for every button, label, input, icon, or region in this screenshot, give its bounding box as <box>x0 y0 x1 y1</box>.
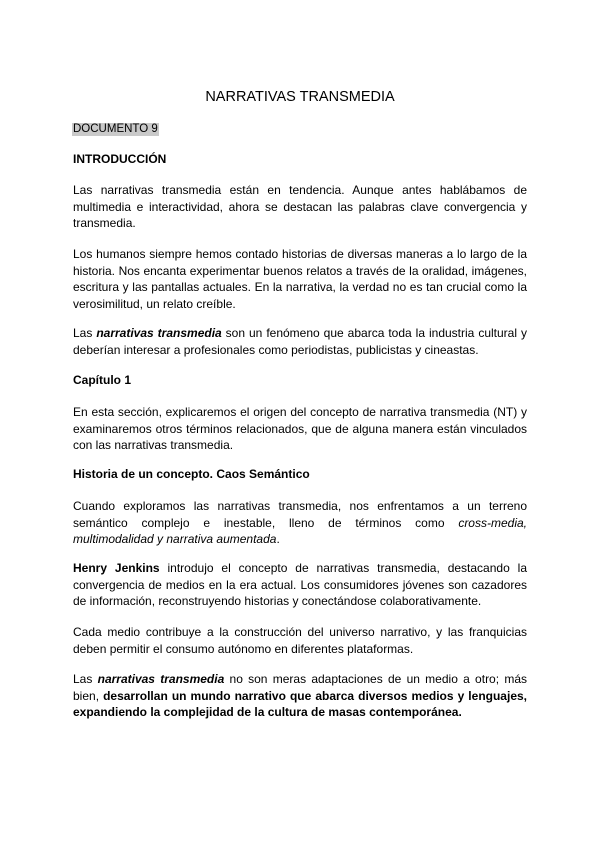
p3-pre: Las <box>73 326 97 340</box>
p6-post: introdujo el concepto de narrativas transmedia, destacando la convergencia de medios en la era actual. Los consumidores jóvenes son cazadores de información, reconstruyendo historias y conectándose colaborativamente. <box>73 561 527 608</box>
p3-emphasis: narrativas transmedia <box>96 326 222 340</box>
paragraph-intro-3 <box>73 325 527 358</box>
p8-mid: no son meras adaptaciones de un medio a otro; más bien, <box>73 672 527 703</box>
paragraph-chapter-1: En esta sección, explicaremos el origen del concepto de narrativa transmedia (NT) y examinaremos otros términos relacionados, que de alguna manera están vinculados con las narrativas transmedia. <box>73 405 527 452</box>
document-number-label: DOCUMENTO 9 <box>73 123 158 135</box>
introduction-heading: INTRODUCCIÓN <box>73 152 167 166</box>
p5-pre: Cuando exploramos las narrativas transmedia, nos enfrentamos a un terreno semántico complejo e inestable, lleno de términos como <box>73 499 527 530</box>
paragraph-history-4 <box>73 671 527 721</box>
p5-emphasis: cross-media, multimodalidad y narrativa aumentada <box>73 515 527 546</box>
p8-pre: Las <box>73 672 98 686</box>
p5-post: . <box>276 532 280 546</box>
paragraph-history-2 <box>73 560 527 610</box>
paragraph-intro-1: Las narrativas transmedia están en tendencia. Aunque antes hablábamos de multimedia e interactividad, ahora se destacan las palabras clave convergencia y transmedia. <box>73 183 527 230</box>
history-heading: Historia de un concepto. Caos Semántico <box>73 467 310 481</box>
document-title: NARRATIVAS TRANSMEDIA <box>205 89 395 105</box>
chapter-heading: Capítulo 1 <box>73 373 132 387</box>
p6-name: Henry Jenkins <box>73 561 160 575</box>
p3-post: son un fenómeno que abarca toda la industria cultural y deberían interesar a profesionales como periodistas, publicistas y cineastas. <box>73 326 527 357</box>
paragraph-intro-2: Los humanos siempre hemos contado historias de diversas maneras a lo largo de la historia. Nos encanta experimentar buenos relatos a través de la oralidad, imágenes, escritura y las pantallas actuales. En la narrativa, la verdad no es tan crucial como la verosimilitud, un relato creíble. <box>73 247 527 311</box>
paragraph-history-1 <box>73 498 527 548</box>
p8-bold: desarrollan un mundo narrativo que abarca diversos medios y lenguajes, expandiendo la complejidad de la cultura de masas contemporánea. <box>73 688 527 719</box>
paragraph-history-3: Cada medio contribuye a la construcción del universo narrativo, y las franquicias deben permitir el consumo autónomo en diferentes plataformas. <box>73 625 527 656</box>
p8-emphasis: narrativas transmedia <box>97 672 225 686</box>
